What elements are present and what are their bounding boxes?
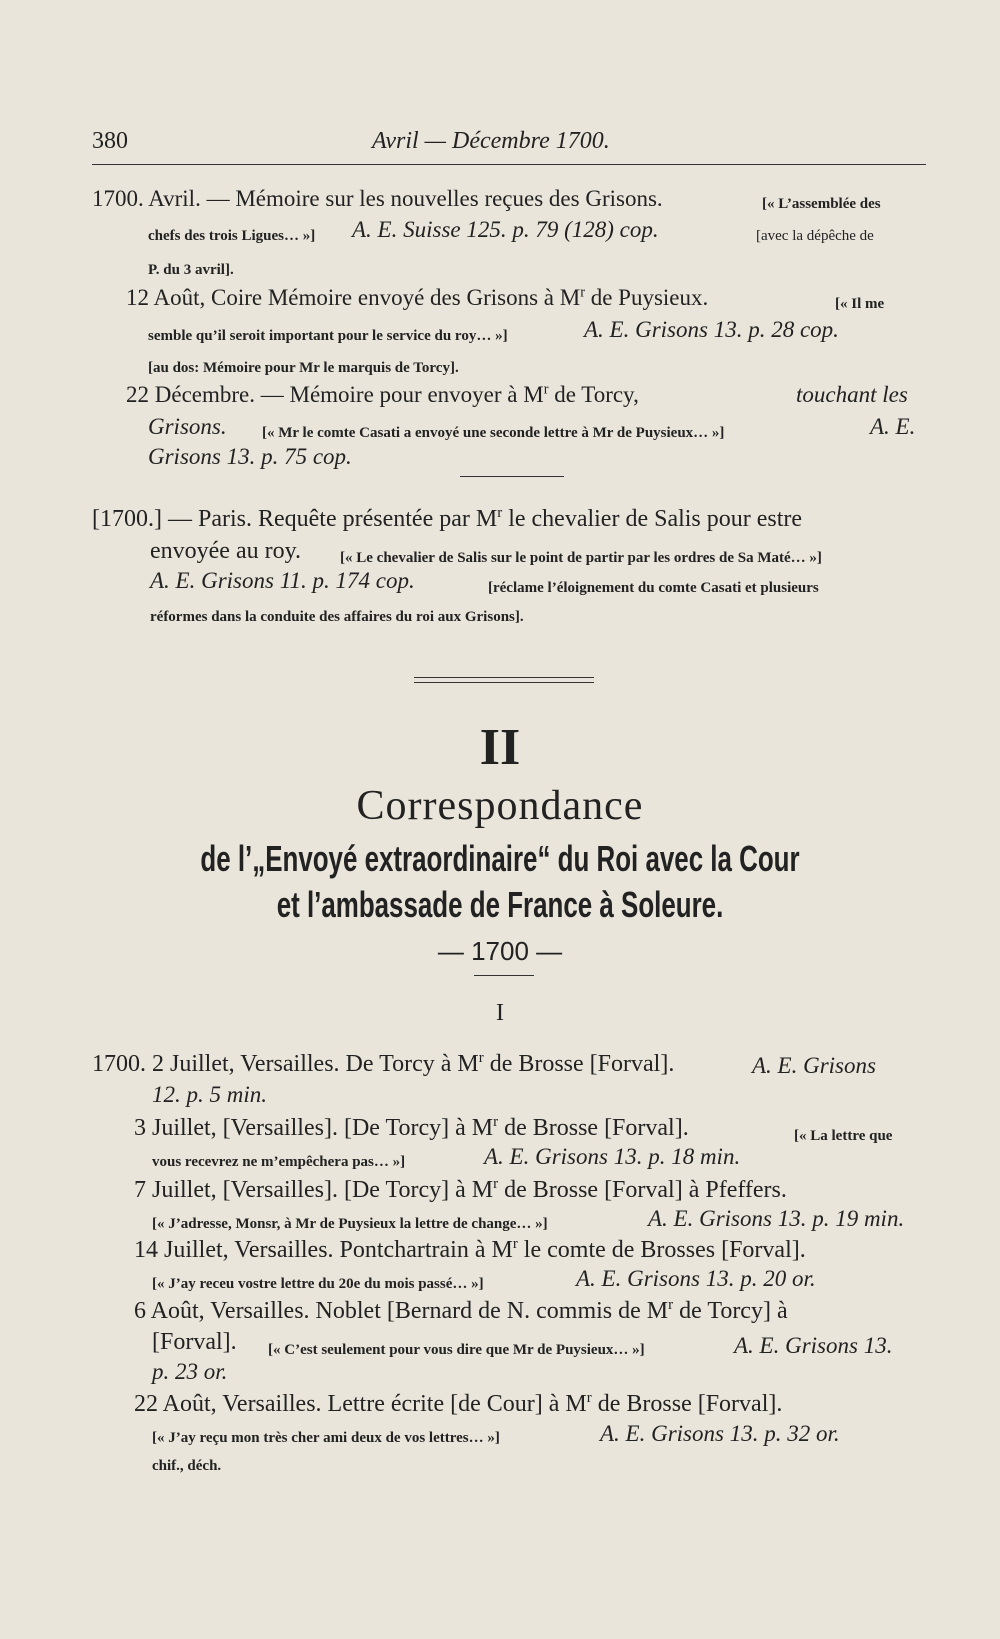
entry-quote: chefs des trois Ligues… »]	[148, 228, 316, 244]
entry-text: envoyée au roy.	[150, 538, 302, 564]
entry-reference: p. 23 or.	[152, 1359, 228, 1384]
entry-text: 6 Août, Versailles. Noblet [Bernard de N. commis de M	[134, 1298, 669, 1324]
entry-quote: [« C’est seulement pour vous dire que Mr de Puysieux… »]	[268, 1342, 645, 1358]
entry-note: P. du 3 avril].	[148, 262, 234, 278]
page-number: 380	[92, 128, 128, 154]
entry-quote: [« Le chevalier de Salis sur le point de partir par les ordres de Sa Maté… »]	[340, 550, 822, 566]
entry-line	[134, 1114, 689, 1142]
entry-text: de Torcy,	[554, 382, 639, 407]
separator-rule	[460, 476, 564, 477]
entry-reference: A. E. Grisons 13. p. 32 or.	[600, 1421, 840, 1446]
entry-reference: Grisons 13. p. 75 cop.	[148, 444, 352, 469]
entry-note: réformes dans la conduite des affaires du roi aux Grisons].	[150, 609, 524, 625]
superscript: r	[478, 1050, 484, 1066]
entry-reference: 12. p. 5 min.	[152, 1082, 267, 1107]
superscript: r	[493, 1114, 499, 1130]
entry-text: de Brosse [Forval].	[489, 1051, 675, 1077]
entry-quote: [« Mr le comte Casati a envoyé une seconde lettre à Mr de Puysieux… »]	[262, 425, 725, 441]
entry-note: [réclame l’éloignement du comte Casati et plusieurs	[488, 580, 819, 596]
entry-line	[134, 1297, 788, 1325]
entry-text: de Brosse [Forval].	[597, 1391, 783, 1417]
entry-text: Grisons.	[148, 414, 227, 439]
entry-text: 12 Août, Coire Mémoire envoyé des Grisons à M	[126, 285, 581, 310]
entry-text: 3 Juillet, [Versailles]. [De Torcy] à M	[134, 1115, 494, 1141]
entry-quote: vous recevrez ne m’empêchera pas… »]	[152, 1154, 406, 1170]
entry-quote: [« J’adresse, Monsr, à Mr de Puysieux la lettre de change… »]	[152, 1216, 548, 1232]
year-rule	[474, 975, 534, 976]
superscript: r	[512, 1236, 518, 1252]
entry-reference: A. E. Grisons 13. p. 19 min.	[648, 1206, 905, 1231]
double-rule-bottom	[414, 682, 594, 683]
entry-note: [avec la dépêche de	[756, 228, 874, 244]
superscript: r	[543, 381, 549, 398]
entry-reference: A. E. Grisons 13. p. 28 cop.	[584, 317, 839, 342]
entry-quote: [« L’assemblée des	[762, 196, 881, 212]
superscript: r	[586, 1390, 592, 1406]
entry-line	[126, 284, 708, 312]
entry-quote: [« J’ay receu vostre lettre du 20e du mois passé… »]	[152, 1276, 484, 1292]
entry-reference: A. E. Suisse 125. p. 79 (128) cop.	[352, 217, 659, 242]
entry-text: le comte de Brosses [Forval].	[523, 1237, 806, 1263]
entry-line	[134, 1176, 787, 1204]
entry-text: de Brosse [Forval].	[504, 1115, 689, 1141]
entry-text: [1700.] — Paris. Requête présentée par M	[92, 506, 498, 532]
entry-text: 22 Décembre. — Mémoire pour envoyer à M	[126, 382, 544, 407]
entry-reference: A. E. Grisons 13. p. 18 min.	[484, 1144, 741, 1169]
entry-text: de Puysieux.	[590, 285, 709, 310]
entry-text: touchant les	[796, 382, 908, 407]
entry-note: chif., déch.	[152, 1458, 222, 1474]
entry-note: [au dos: Mémoire pour Mr le marquis de Torcy].	[148, 360, 459, 376]
entry-line: 1700. Avril. — Mémoire sur les nouvelles reçues des Grisons.	[92, 186, 663, 211]
superscript: r	[497, 505, 503, 521]
entry-text: 22 Août, Versailles. Lettre écrite [de Cour] à M	[134, 1391, 587, 1417]
subsection-number: I	[496, 1000, 504, 1026]
entry-quote: [« J’ay reçu mon très cher ami deux de vos lettres… »]	[152, 1430, 500, 1446]
section-title: Correspondance	[356, 783, 644, 829]
entry-line	[126, 381, 639, 409]
entry-reference: A. E.	[870, 414, 916, 439]
page-header	[92, 128, 932, 168]
section-subtitle: et l’ambassade de France à Soleure.	[276, 884, 724, 925]
section-subtitle: de l’„Envoyé extraordinaire“ du Roi avec la Cour	[200, 838, 800, 879]
entry-quote: [« La lettre que	[794, 1128, 893, 1144]
entry-text: 7 Juillet, [Versailles]. [De Torcy] à M	[134, 1177, 494, 1203]
entry-quote: [« Il me	[835, 296, 885, 312]
entry-text: le chevalier de Salis pour estre	[508, 506, 803, 532]
entry-line	[134, 1236, 806, 1264]
superscript: r	[668, 1297, 674, 1313]
entry-line	[92, 1050, 674, 1078]
entry-line	[134, 1390, 782, 1418]
superscript: r	[580, 284, 585, 301]
entry-text: 14 Juillet, Versailles. Pontchartrain à M	[134, 1237, 513, 1263]
entry-line	[92, 505, 802, 533]
section-year: — 1700 —	[437, 936, 563, 966]
entry-reference: A. E. Grisons 11. p. 174 cop.	[150, 568, 415, 593]
entry-text: 1700. 2 Juillet, Versailles. De Torcy à M	[92, 1051, 479, 1077]
entry-text: de Torcy] à	[679, 1298, 788, 1324]
entry-text: de Brosse [Forval] à Pfeffers.	[504, 1177, 787, 1203]
header-rule	[92, 164, 926, 165]
superscript: r	[493, 1176, 499, 1192]
entry-reference: A. E. Grisons 13.	[734, 1333, 893, 1358]
running-title: Avril — Décembre 1700.	[372, 128, 610, 154]
entry-reference: A. E. Grisons 13. p. 20 or.	[576, 1266, 816, 1291]
entry-text: [Forval].	[152, 1329, 237, 1355]
entry-reference: A. E. Grisons	[752, 1053, 876, 1078]
section-number: II	[479, 719, 521, 776]
double-rule-top	[414, 677, 594, 678]
entry-quote: semble qu’il seroit important pour le service du roy… »]	[148, 328, 508, 344]
